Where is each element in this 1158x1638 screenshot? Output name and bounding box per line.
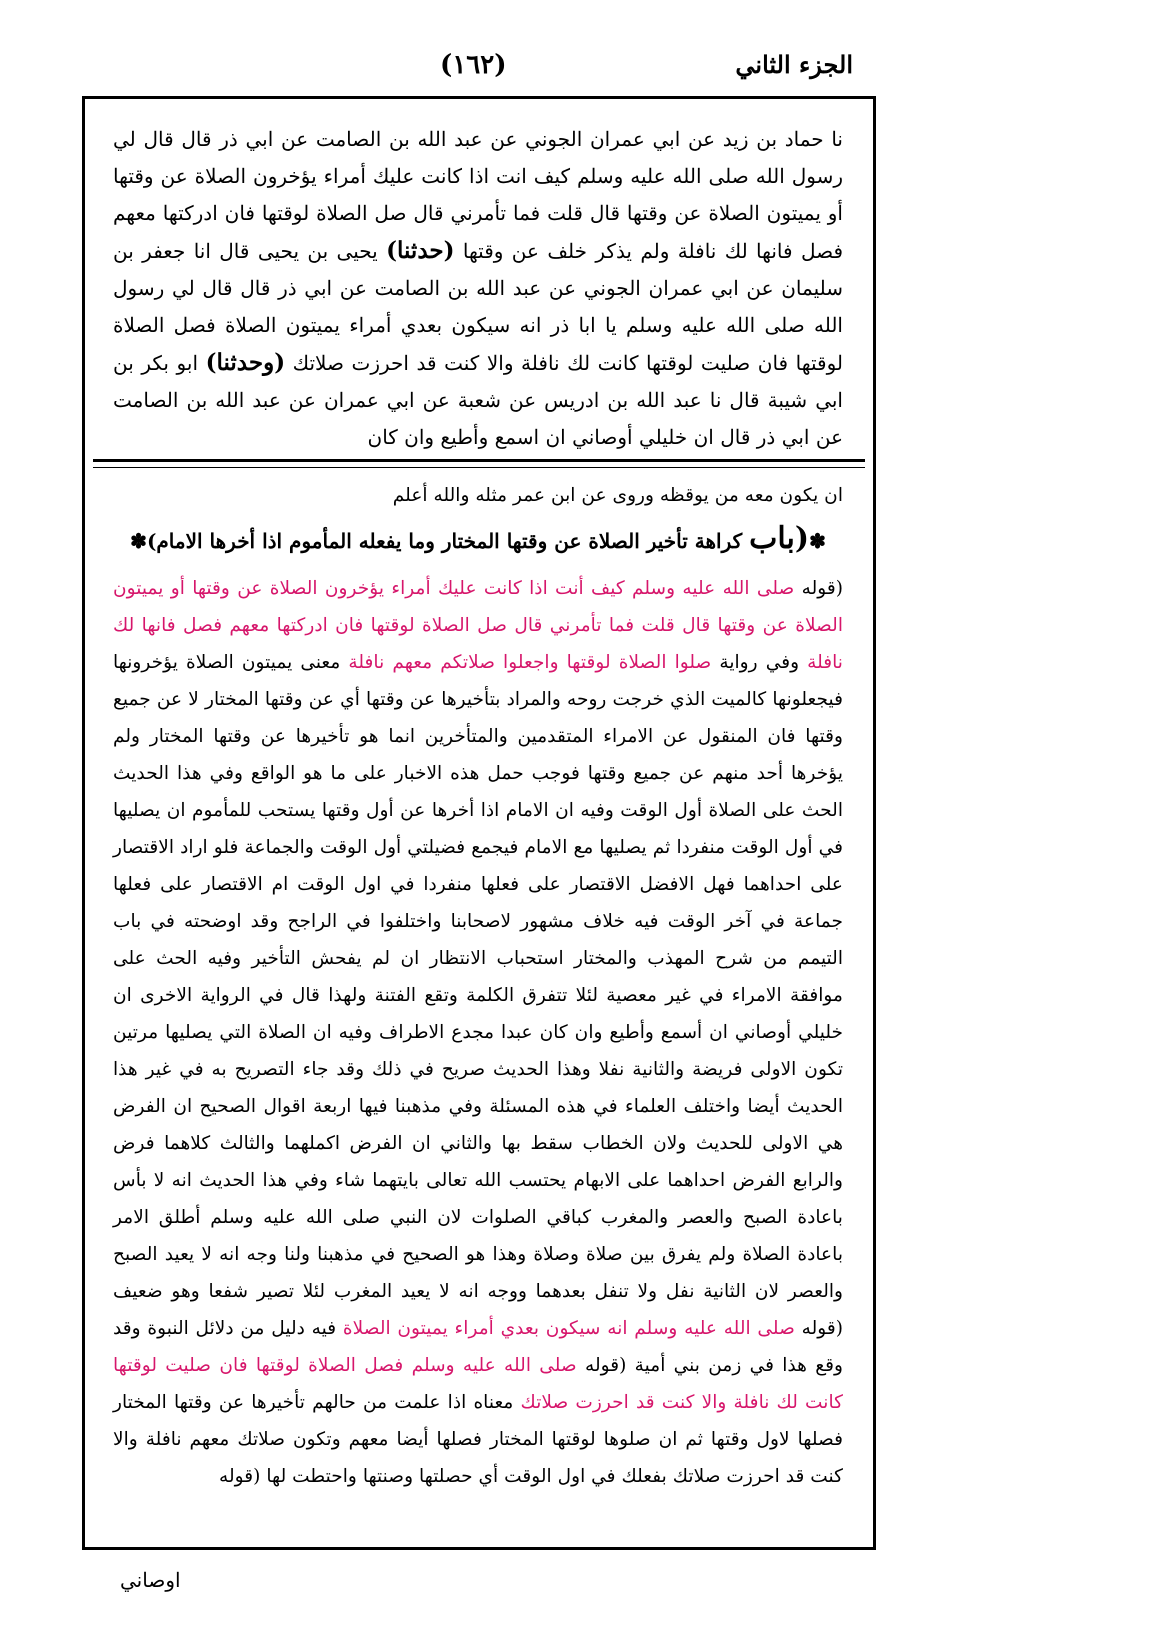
chapter-title-text: كراهة تأخير الصلاة عن وقتها المختار وما يفعله المأموم اذا أخرها الامام)	[146, 529, 750, 553]
quoted-hadith-text: صلى الله عليه وسلم فصل الصلاة لوقتها فان صليت لوقتها كانت لك نافلة والا كنت قد احرزت صلاتك	[113, 1355, 843, 1413]
hadith-text-1: نا حماد بن زيد عن ابي عمران الجوني عن عبد الله بن الصامت عن ابي ذر قال قال لي رسول الله صلى الله عليه وسلم كيف انت اذا كانت عليك أمراء يؤخرون الصلاة عن وقتها أو يميتون الصلاة عن وقتها قال قلت فما تأمرني قال صل الصلاة لوقتها فان ادركتها معهم فصل فانها لك نافلة ولم يذكر خلف عن وقتها	[113, 127, 843, 263]
quoted-hadith-text: صلى الله عليه وسلم كيف أنت اذا كانت عليك أمراء يؤخرون الصلاة عن وقتها أو يميتون الصلاة عن وقتها قال قلت فما تأمرني قال صل الصلاة لوقتها فان ادركتها معهم فصل فانها لك نافلة	[113, 578, 843, 673]
hadith-paragraph	[113, 121, 843, 456]
hadith-text-2: يحيى بن يحيى قال انا جعفر بن سليمان عن ابي عمران الجوني عن عبد الله بن الصامت عن ابي ذر قال قال لي رسول الله صلى الله عليه وسلم يا ابا ذر انه سيكون بعدي أمراء يميتون الصلاة فصل الصلاة لوقتها فان صليت لوقتها كانت لك نافلة والا كنت قد احرزت صلاتك	[113, 239, 843, 375]
commentary-paragraph	[113, 570, 843, 1495]
divider-thin	[93, 467, 865, 468]
chapter-word: (باب	[749, 521, 810, 556]
commentary-text: معناه اذا علمت من حالهم تأخيرها عن وقتها المختار فصلها لاول وقتها ثم ان صلوها لوقتها المختار فصلها أيضا معهم وتكون صلاتك معهم نافلة والا كنت قد احرزت صلاتك بفعلك في اول الوقت أي حصلتها وصنتها واحتطت لها (قوله	[113, 1392, 843, 1487]
page-number: (١٦٢)	[440, 50, 507, 80]
commentary-text: وفي رواية	[711, 652, 808, 673]
commentary-text: (قوله	[576, 1355, 627, 1376]
star-ornament-icon: ✽	[809, 529, 826, 553]
quoted-hadith-text: صلوا الصلاة لوقتها واجعلوا صلاتكم معهم نافلة	[348, 652, 712, 673]
commentary-text: (قوله	[794, 578, 843, 599]
commentary-intro: ان يكون معه من يوقظه وروى عن ابن عمر مثله والله أعلم	[392, 485, 843, 506]
hadith-text-3: ابو بكر بن ابي شيبة قال نا عبد الله بن ادريس عن شعبة عن ابي عمران عن عبد الله بن الصامت عن ابي ذر قال ان خليلي أوصاني ان اسمع وأطيع وان كان	[113, 351, 843, 449]
part-title: الجزء الثاني	[735, 50, 853, 79]
divider-thick	[93, 459, 865, 462]
catchword: اوصاني	[120, 1568, 181, 1592]
hadith-text-block	[113, 121, 843, 451]
hadith-heading-2: (وحدثنا)	[205, 349, 286, 376]
commentary-text: فيه دليل من دلائل النبوة وقد وقع هذا في زمن بني أمية	[113, 1318, 844, 1376]
quoted-hadith-text: صلى الله عليه وسلم انه سيكون بعدي أمراء يميتون الصلاة	[342, 1318, 795, 1339]
chapter-title	[113, 520, 843, 560]
star-ornament-icon: ✽	[130, 529, 147, 553]
page-frame	[82, 96, 876, 1550]
commentary-text: (قوله	[794, 1318, 843, 1339]
hadith-heading-1: (حدثنا)	[386, 237, 455, 264]
page-header	[0, 50, 1158, 90]
commentary-text: معنى يميتون الصلاة يؤخرونها فيجعلونها كالميت الذي خرجت روحه والمراد بتأخيرها عن وقتها أي عن وقتها المختار لا عن جميع وقتها فان المنقول عن الامراء المتقدمين والمتأخرين انما هو تأخيرها عن وقتها المختار ولم يؤخرها أحد منهم عن جميع وقتها فوجب حمل هذه الاخبار على ما هو الواقع وفي هذا الحديث الحث على الصلاة أول الوقت وفيه ان الامام اذا أخرها عن أول وقتها يستحب للمأموم ان يصليها في أول الوقت منفردا ثم يصليها مع الامام فيجمع فضيلتي أول الوقت والجماعة فلو اراد الاقتصار على احداهما فهل الافضل الاقتصار على فعلها منفردا في اول الوقت ام الاقتصار على فعلها جماعة في آخر الوقت فيه خلاف مشهور لاصحابنا واختلفوا في الراجح وقد اوضحته في باب التيمم من شرح المهذب والمختار استحباب الانتظار ان لم يفحش التأخير وفيه الحث على موافقة الامراء في غير معصية لئلا تتفرق الكلمة وتقع الفتنة ولهذا قال في الرواية الاخرى ان خليلي أوصاني ان أسمع وأطيع وان كان عبدا مجدع الاطراف وفيه ان الصلاة التي يصليها مرتين تكون الاولى فريضة والثانية نفلا وهذا الحديث صريح في ذلك وقد جاء التصريح به في غير هذا الحديث أيضا واختلف العلماء في هذه المسئلة وفي مذهبنا فيها اربعة اقوال الصحيح ان الفرض هي الاولى للحديث ولان الخطاب سقط بها والثاني ان الفرض اكملهما والثالث كلاهما فرض والرابع الفرض احداهما على الابهام يحتسب الله تعالى بايتهما شاء وفي هذا الحديث انه لا بأس باعادة الصبح والعصر والمغرب كباقي الصلوات لان النبي صلى الله عليه وسلم أطلق الامر باعادة الصلاة ولم يفرق بين صلاة وصلاة وهذا هو الصحيح في مذهبنا ولنا وجه انه لا يعيد الصبح والعصر لان الثانية نفل ولا تنفل بعدهما ووجه انه لا يعيد المغرب لئلا تصير شفعا وهو ضعيف	[113, 652, 843, 1302]
commentary-block	[113, 477, 843, 1535]
